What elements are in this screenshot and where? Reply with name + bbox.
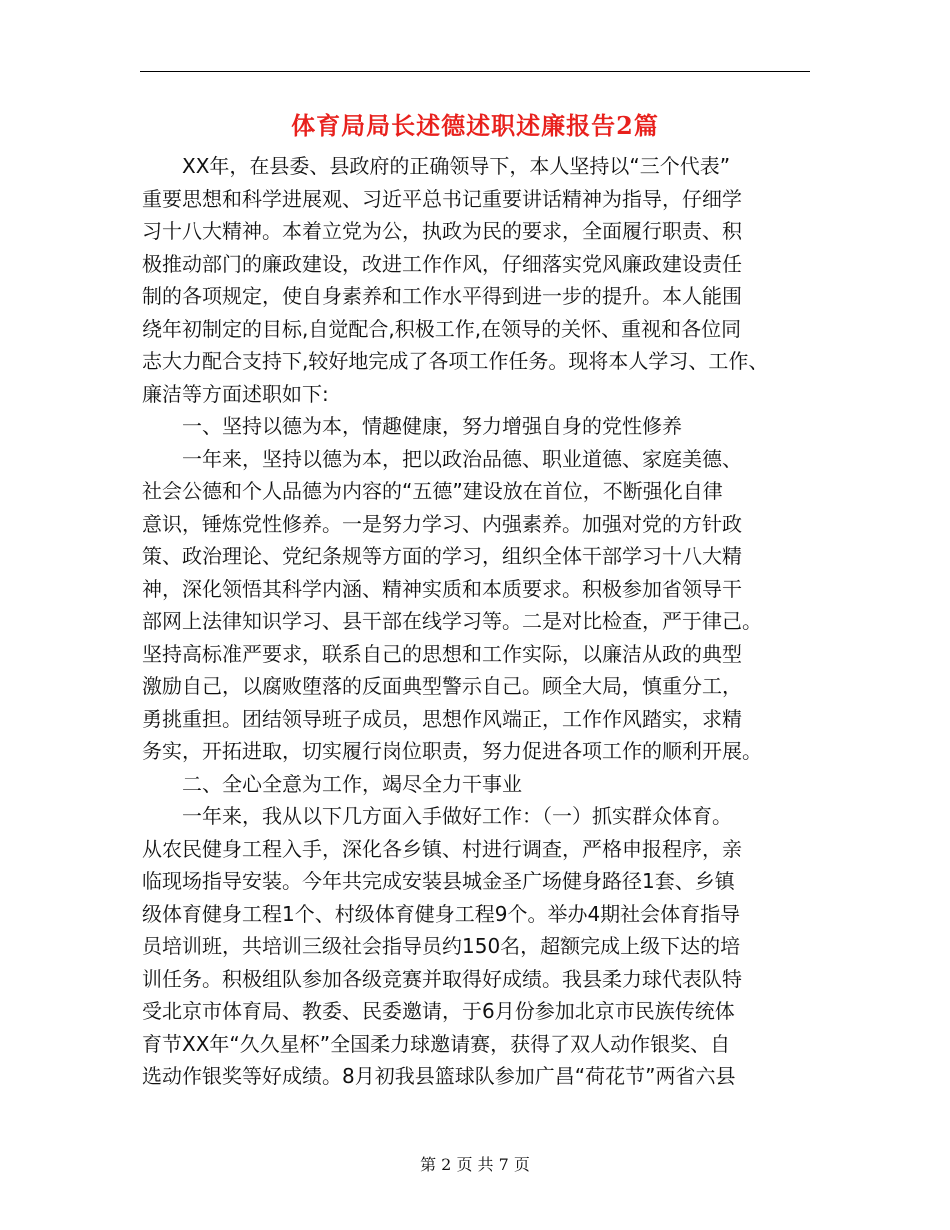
paragraph-line: 一年来，坚持以德为本，把以政治品德、职业道德、家庭美德、 bbox=[182, 446, 742, 471]
paragraph-line: 志大力配合支持下,较好地完成了各项工作任务。现将本人学习、工作、 bbox=[142, 349, 769, 373]
paragraph-line: 廉洁等方面述职如下: bbox=[142, 381, 329, 406]
paragraph-line: 级体育健身工程1个、村级体育健身工程9个。举办4期社会体育指导 bbox=[142, 901, 741, 926]
paragraph-line: 育节XX年“久久星杯”全国柔力球邀请赛，获得了双人动作银奖、自 bbox=[142, 1031, 731, 1056]
paragraph-line: 坚持高标准严要求，联系自己的思想和工作实际，以廉洁从政的典型 bbox=[142, 641, 742, 666]
paragraph-line: 制的各项规定，使自身素养和工作水平得到进一步的提升。本人能围 bbox=[142, 284, 742, 308]
paragraph-line: 绕年初制定的目标,自觉配合,积极工作,在领导的关怀、重视和各位同 bbox=[142, 316, 742, 341]
paragraph-line: 神，深化领悟其科学内涵、精神实质和本质要求。积极参加省领导干 bbox=[142, 576, 742, 601]
paragraph-line: 极推动部门的廉政建设，改进工作作风，仔细落实党风廉政建设责任 bbox=[142, 251, 742, 276]
paragraph-line: 员培训班，共培训三级社会指导员约150名，超额完成上级下达的培 bbox=[142, 934, 741, 958]
page-footer: 第 2 页 共 7 页 bbox=[420, 1155, 530, 1174]
paragraph-line: 选动作银奖等好成绩。8月初我县篮球队参加广昌“荷花节”两省六县 bbox=[142, 1064, 736, 1088]
paragraph-line: 习十八大精神。本着立党为公，执政为民的要求，全面履行职责、积 bbox=[142, 219, 742, 243]
paragraph-line: 训任务。积极组队参加各级竞赛并取得好成绩。我县柔力球代表队特 bbox=[142, 966, 742, 991]
paragraph-line: 激励自己，以腐败堕落的反面典型警示自己。顾全大局，慎重分工， bbox=[142, 674, 742, 698]
paragraph-line: 一、坚持以德为本，情趣健康，努力增强自身的党性修养 bbox=[182, 414, 682, 438]
paragraph-line: 一年来，我从以下几方面入手做好工作：（一）抓实群众体育。 bbox=[182, 804, 732, 828]
header-rule bbox=[140, 71, 810, 72]
paragraph-line: 临现场指导安装。今年共完成安装县城金圣广场健身路径1套、乡镇 bbox=[142, 869, 735, 893]
paragraph-line: 意识，锤炼党性修养。一是努力学习、内强素养。加强对党的方针政 bbox=[142, 511, 742, 536]
paragraph-line: 务实，开拓进取，切实履行岗位职责，努力促进各项工作的顺利开展。 bbox=[142, 739, 762, 763]
paragraph-line: 重要思想和科学进展观、习近平总书记重要讲话精神为指导，仔细学 bbox=[142, 186, 742, 211]
paragraph-line: 受北京市体育局、教委、民委邀请，于6月份参加北京市民族传统体 bbox=[142, 999, 735, 1023]
paragraph-line: 策、政治理论、党纪条规等方面的学习，组织全体干部学习十八大精 bbox=[142, 544, 742, 568]
document-title: 体育局局长述德述职述廉报告2篇 bbox=[291, 111, 659, 140]
paragraph-line: 部网上法律知识学习、县干部在线学习等。二是对比检查，严于律己。 bbox=[142, 609, 762, 633]
paragraph-line: 社会公德和个人品德为内容的“五德”建设放在首位，不断强化自律 bbox=[142, 479, 723, 503]
paragraph-line: XX年，在县委、县政府的正确领导下，本人坚持以“三个代表” bbox=[182, 154, 731, 178]
paragraph-line: 从农民健身工程入手，深化各乡镇、村进行调查，严格申报程序，亲 bbox=[142, 836, 742, 861]
document-body bbox=[142, 150, 814, 1093]
paragraph-line: 勇挑重担。团结领导班子成员，思想作风端正，工作作风踏实，求精 bbox=[142, 706, 742, 731]
paragraph-line: 二、全心全意为工作，竭尽全力干事业 bbox=[182, 771, 522, 796]
